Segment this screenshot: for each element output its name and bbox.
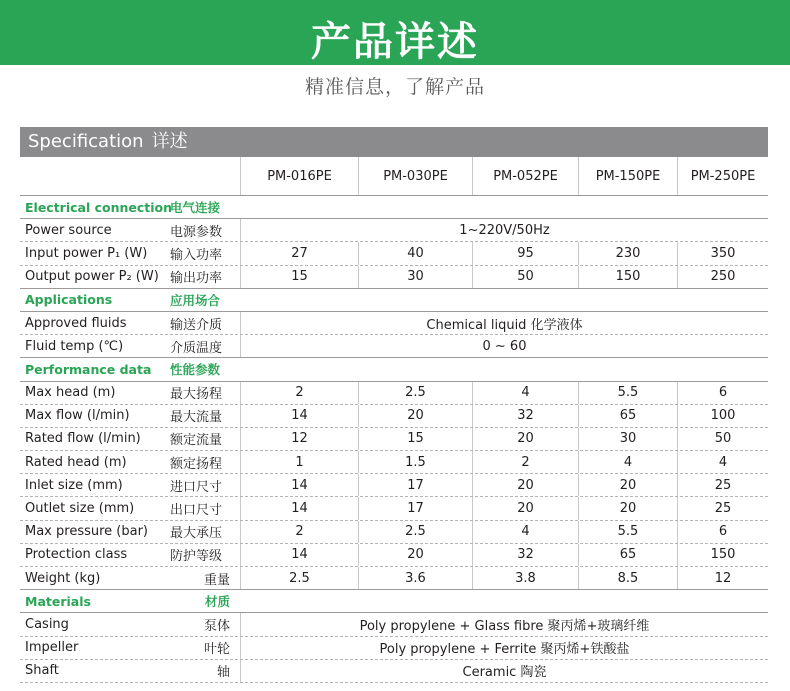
row-label-cn: 叶轮 bbox=[203, 642, 230, 658]
value-cell: 5.5 bbox=[578, 382, 677, 404]
value-cell: 4 bbox=[472, 382, 578, 404]
section-header-row bbox=[20, 196, 768, 219]
specification-header bbox=[20, 127, 768, 157]
row-label-cn: 轴 bbox=[216, 665, 230, 681]
table-row bbox=[20, 428, 768, 451]
value-cell: 230 bbox=[578, 242, 677, 264]
table-row bbox=[20, 544, 768, 567]
value-cell: 32 bbox=[472, 544, 578, 566]
table-row bbox=[20, 660, 768, 683]
row-label-cn: 最大流量 bbox=[170, 410, 223, 426]
table-row bbox=[20, 637, 768, 660]
row-label-en: Max head (m) bbox=[25, 385, 116, 401]
row-label-cn: 最大扬程 bbox=[170, 387, 223, 403]
value-cell: 50 bbox=[472, 266, 578, 288]
section-title-en: Applications bbox=[25, 292, 113, 308]
value-cell: 25 bbox=[677, 474, 768, 496]
table-row bbox=[20, 335, 768, 358]
value-cell: 1.5 bbox=[358, 451, 472, 473]
value-cell: 20 bbox=[358, 544, 472, 566]
value-cell: 2.5 bbox=[358, 521, 472, 543]
value-cell: 2 bbox=[472, 451, 578, 473]
value-cell: 12 bbox=[240, 428, 358, 450]
spec-label-en: Specification bbox=[28, 131, 144, 152]
value-cell: 30 bbox=[578, 428, 677, 450]
value-cell: 20 bbox=[472, 497, 578, 519]
row-label-cn: 输入功率 bbox=[170, 247, 223, 263]
value-cell: 14 bbox=[240, 497, 358, 519]
row-label-cn: 进口尺寸 bbox=[170, 479, 223, 495]
value-cell: 40 bbox=[358, 242, 472, 264]
table-row bbox=[20, 613, 768, 636]
row-label-cn: 输出功率 bbox=[170, 271, 223, 287]
value-cell: 15 bbox=[240, 266, 358, 288]
section-header-row bbox=[20, 590, 768, 613]
table-row bbox=[20, 219, 768, 242]
row-label-en: Power source bbox=[25, 222, 112, 238]
value-cell: 3.8 bbox=[472, 567, 578, 589]
value-cell: 4 bbox=[472, 521, 578, 543]
value-cell: 15 bbox=[358, 428, 472, 450]
value-cell: 150 bbox=[677, 544, 768, 566]
value-cell: 20 bbox=[472, 474, 578, 496]
row-label-cn: 电源参数 bbox=[170, 224, 223, 240]
value-cell: 4 bbox=[677, 451, 768, 473]
row-label-en: Input power P₁ (W) bbox=[25, 245, 148, 261]
table-row bbox=[20, 266, 768, 289]
value-cell: 25 bbox=[677, 497, 768, 519]
table-row bbox=[20, 405, 768, 428]
specification-table bbox=[20, 157, 768, 683]
row-label-en: Outlet size (mm) bbox=[25, 501, 135, 517]
value-cell: 2 bbox=[240, 521, 358, 543]
section-title-cn: 电气连接 bbox=[170, 200, 221, 216]
value-cell: 1 bbox=[240, 451, 358, 473]
value-cell: 32 bbox=[472, 405, 578, 427]
model-header: PM-016PE bbox=[240, 157, 358, 195]
section-header-row bbox=[20, 358, 768, 381]
model-header: PM-250PE bbox=[677, 157, 768, 195]
value-cell: 50 bbox=[677, 428, 768, 450]
title-banner bbox=[0, 0, 790, 65]
value-cell: 12 bbox=[677, 567, 768, 589]
row-label-cn: 介质温度 bbox=[170, 340, 223, 356]
spanning-value: Poly propylene + Ferrite 聚丙烯+铁酸盐 bbox=[240, 637, 768, 659]
value-cell: 20 bbox=[578, 497, 677, 519]
row-label-en: Max flow (l/min) bbox=[25, 408, 130, 424]
section-header-row bbox=[20, 289, 768, 312]
value-cell: 2.5 bbox=[358, 382, 472, 404]
spanning-value: 0 ~ 60 bbox=[240, 335, 768, 357]
value-cell: 2.5 bbox=[240, 567, 358, 589]
value-cell: 30 bbox=[358, 266, 472, 288]
value-cell: 14 bbox=[240, 544, 358, 566]
value-cell: 20 bbox=[358, 405, 472, 427]
table-row bbox=[20, 312, 768, 335]
value-cell: 2 bbox=[240, 382, 358, 404]
row-label-cn: 最大承压 bbox=[170, 526, 223, 542]
spanning-value: Ceramic 陶瓷 bbox=[240, 660, 768, 682]
row-label-en: Protection class bbox=[25, 547, 128, 563]
row-label-en: Rated flow (l/min) bbox=[25, 431, 141, 447]
row-label-cn: 出口尺寸 bbox=[170, 503, 223, 519]
model-header: PM-150PE bbox=[578, 157, 677, 195]
value-cell: 27 bbox=[240, 242, 358, 264]
table-row bbox=[20, 382, 768, 405]
table-row bbox=[20, 451, 768, 474]
row-label-en: Rated head (m) bbox=[25, 454, 127, 470]
value-cell: 65 bbox=[578, 544, 677, 566]
value-cell: 65 bbox=[578, 405, 677, 427]
spanning-value: Poly propylene + Glass fibre 聚丙烯+玻璃纤维 bbox=[240, 613, 768, 635]
row-label-en: Inlet size (mm) bbox=[25, 477, 123, 493]
value-cell: 350 bbox=[677, 242, 768, 264]
value-cell: 95 bbox=[472, 242, 578, 264]
row-label-en: Fluid temp (℃) bbox=[25, 338, 124, 354]
row-label-en: Weight (kg) bbox=[25, 570, 101, 586]
section-title-cn: 性能参数 bbox=[170, 362, 221, 378]
section-title-en: Materials bbox=[25, 593, 91, 609]
row-label-en: Impeller bbox=[25, 640, 79, 656]
section-title-cn: 应用场合 bbox=[170, 292, 221, 308]
table-row bbox=[20, 497, 768, 520]
section-title-en: Performance data bbox=[25, 361, 152, 377]
page-title: 产品详述 bbox=[311, 19, 479, 65]
value-cell: 6 bbox=[677, 382, 768, 404]
model-header: PM-052PE bbox=[472, 157, 578, 195]
row-label-en: Casing bbox=[25, 616, 69, 632]
value-cell: 20 bbox=[578, 474, 677, 496]
row-label-en: Max pressure (bar) bbox=[25, 524, 148, 540]
value-cell: 14 bbox=[240, 405, 358, 427]
table-row bbox=[20, 474, 768, 497]
row-label-en: Shaft bbox=[25, 663, 59, 679]
table-row bbox=[20, 521, 768, 544]
value-cell: 6 bbox=[677, 521, 768, 543]
section-title-cn: 材质 bbox=[204, 594, 230, 610]
row-label-en: Output power P₂ (W) bbox=[25, 269, 159, 285]
section-title-en: Electrical connection bbox=[25, 199, 173, 215]
row-label-en: Approved fluids bbox=[25, 315, 127, 331]
row-label-cn: 重量 bbox=[203, 572, 230, 588]
value-cell: 100 bbox=[677, 405, 768, 427]
spanning-value: 1~220V/50Hz bbox=[240, 219, 768, 241]
value-cell: 3.6 bbox=[358, 567, 472, 589]
row-label-cn: 泵体 bbox=[203, 618, 230, 634]
table-header-row bbox=[20, 157, 768, 196]
row-label-cn: 额定流量 bbox=[170, 433, 223, 449]
value-cell: 14 bbox=[240, 474, 358, 496]
model-header: PM-030PE bbox=[358, 157, 472, 195]
page-subtitle: 精准信息，了解产品 bbox=[304, 76, 485, 98]
spanning-value: Chemical liquid 化学液体 bbox=[240, 312, 768, 334]
table-row bbox=[20, 567, 768, 590]
value-cell: 20 bbox=[472, 428, 578, 450]
row-label-cn: 输送介质 bbox=[170, 317, 223, 333]
value-cell: 4 bbox=[578, 451, 677, 473]
row-label-cn: 防护等级 bbox=[170, 549, 223, 565]
value-cell: 5.5 bbox=[578, 521, 677, 543]
value-cell: 250 bbox=[677, 266, 768, 288]
row-label-cn: 额定扬程 bbox=[170, 456, 223, 472]
value-cell: 17 bbox=[358, 497, 472, 519]
spec-label-cn: 详述 bbox=[151, 131, 188, 152]
value-cell: 17 bbox=[358, 474, 472, 496]
value-cell: 150 bbox=[578, 266, 677, 288]
table-row bbox=[20, 242, 768, 265]
value-cell: 8.5 bbox=[578, 567, 677, 589]
